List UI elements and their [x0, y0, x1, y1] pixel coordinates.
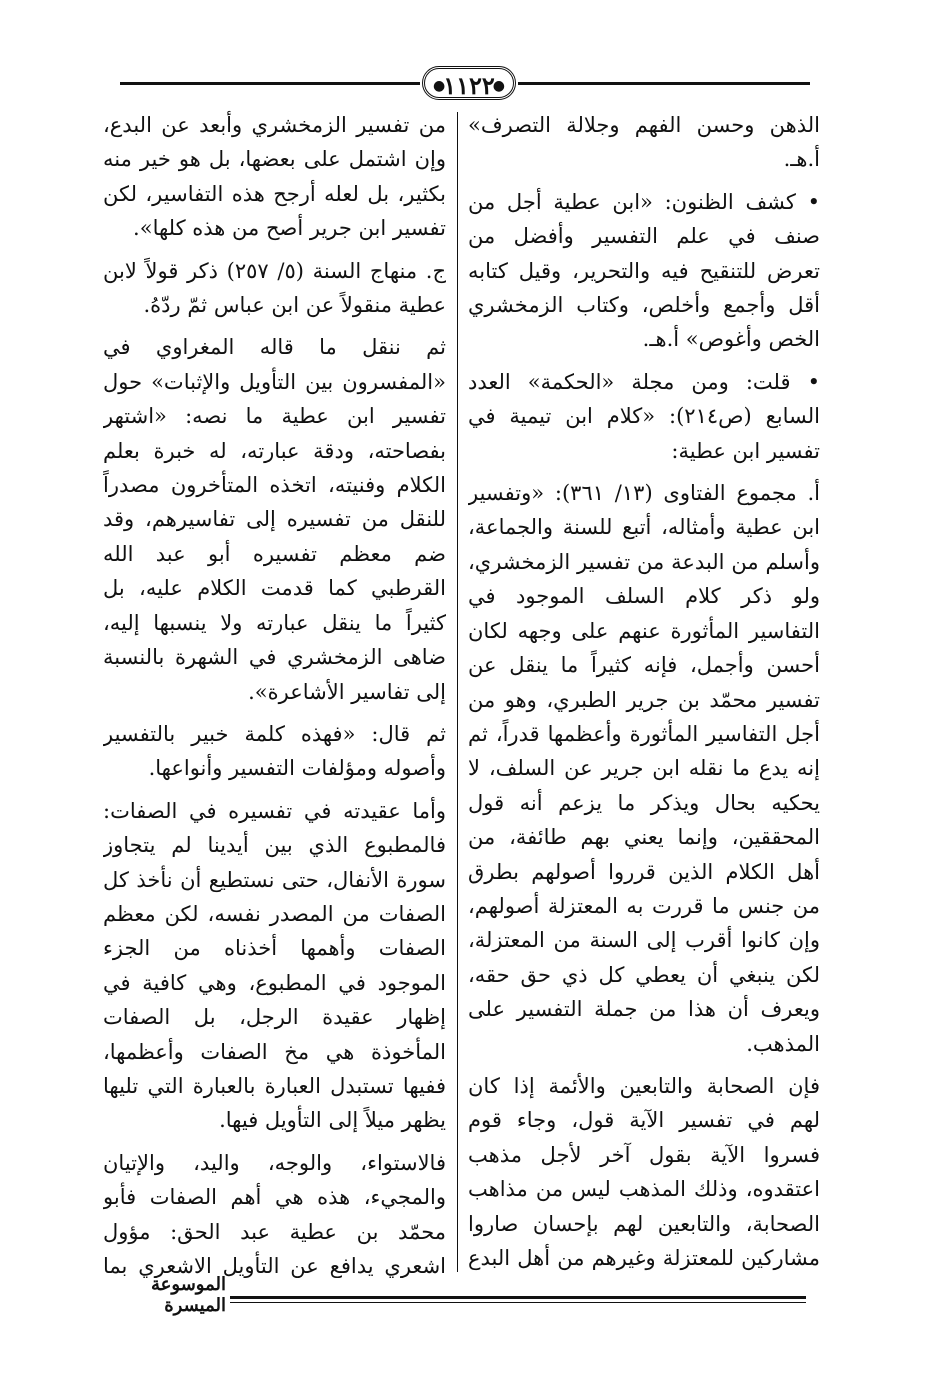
ornament-dot-right-icon: ● — [492, 78, 505, 94]
header-rule-right — [518, 82, 810, 85]
paragraph: أ. مجموع الفتاوى (١٣/ ٣٦١): «وتفسير ابن عطية وأمثاله، أتبع للسنة والجماعة، وأسلم من البدعة من تفسير الزمخشري، ولو ذكر كلام السلف الموجود في التفاسير المأثورة عنهم على وجهه لكان أحسن وأجمل، فإنه كثيراً ما ينقل عن تفسير محمّد بن جرير الطبري، وهو من أجل التفاسير المأثورة وأعظمها قدراً، ثم إنه يدع ما نقله ابن جرير عن السلف، لا يحكيه بحال ويذكر ما يزعم أنه قول المحققين، وإنما يعني بهم طائفة، من أهل الكلام الذين قرروا أصولهم بطرق من جنس ما قررت به المعتزلة أصولهم، وإن كانوا أقرب إلى السنة من المعتزلة، لكن ينبغي أن يعطي كل ذي حق حقه، ويعرف أن هذا من جملة التفسير على المذهب. — [468, 481, 820, 1056]
footer-rule — [230, 1296, 806, 1299]
footer-rule-thin — [230, 1302, 806, 1303]
paragraph: الذهن وحسن الفهم وجلالة التصرف» أ.هـ. — [468, 113, 820, 172]
page-header — [0, 62, 935, 106]
column-divider — [457, 112, 458, 1272]
paragraph: فالاستواء، والوجه، واليد، والإتيان والمجيء، هذه هي أهم الصفات فأبو محمّد بن عطية عبد الحق: مؤول اشعري يدافع عن التأويل الاشعري بما — [103, 1150, 446, 1278]
page-number: ١١٢٢ — [443, 71, 495, 100]
paragraph: من تفسير الزمخشري وأبعد عن البدع، وإن اشتمل على بعضها، بل هو خير منه بكثير، بل لعله أرجح هذه التفاسير، لكن تفسير ابن جرير أصح من هذه كلها». — [103, 113, 446, 241]
paragraph: • كشف الظنون: «ابن عطية أجل من صنف في علم التفسير وأفضل من تعرض للتنقيح فيه والتحرير، وقيل كتابه أقل وأجمع وأخلص، وكتاب الزمخشري الخص وأغوص» أ.هـ. — [468, 189, 820, 352]
page-number-badge — [422, 66, 516, 100]
paragraph: ج. منهاج السنة (٥/ ٢٥٧) ذكر قولاً لابن عطية منقولاً عن ابن عباس ثمّ ردّهُ. — [103, 258, 446, 318]
left-column — [103, 108, 446, 1278]
paragraph: • قلت: ومن مجلة «الحكمة» العدد السابع (ص٢١٤): «كلام ابن تيمية في تفسير ابن عطية: — [468, 369, 820, 463]
right-column — [468, 108, 820, 1278]
paragraph: ثم قال: «فهذه كلمة خبير بالتفسير وأصوله ومؤلفات التفسير وأنواعها. — [103, 721, 446, 781]
paragraph: ثم ننقل ما قاله المغراوي في «المفسرون بين التأويل والإثبات» حول تفسير ابن عطية ما نصه: «اشتهر بفصاحته، ودقة عبارته، له خبرة بعلم الكلام وفنيته، اتخذه المتأخرون مصدراً للنقل من تفسيره إلى تفاسيرهم، وقد ضم معظم تفسيره أبو عبد الله القرطبي كما قدمت الكلام عليه، بل كثيراً ما ينقل عبارته ولا ينسبها إليه، ضاهى الزمخشري في الشهرة بالنسبة إلى تفاسير الأشاعرة». — [103, 335, 446, 704]
ornament-dot-left-icon: ● — [433, 78, 446, 94]
header-rule-left — [120, 82, 420, 85]
footer-title: الموسوعة الميسرة — [151, 1274, 226, 1316]
paragraph: وأما عقيدته في تفسيره في الصفات: فالمطبوع الذي بين أيدينا لم يتجاوز سورة الأنفال، حتى نستطيع أن نأخذ كل الصفات من المصدر نفسه، لكن معظم الصفات وأهمها أخذناه من الجزء الموجود في المطبوع، وهي كافية في إظهار عقيدة الرجل، بل الصفات المأخوذة هي مخ الصفات وأعظمها، ففيها تستبدل العبارة بالعبارة التي تليها يظهر ميلاً إلى التأويل فيها. — [103, 798, 446, 1133]
paragraph: فإن الصحابة والتابعين والأئمة إذا كان لهم في تفسير الآية قول، وجاء قوم فسروا الآية بقول آخر لأجل مذهب اعتقدوه، وذلك المذهب ليس من مذاهب الصحابة، والتابعين لهم بإحسان صاروا مشاركين للمعتزلة وغيرهم من أهل البدع — [468, 1073, 820, 1270]
